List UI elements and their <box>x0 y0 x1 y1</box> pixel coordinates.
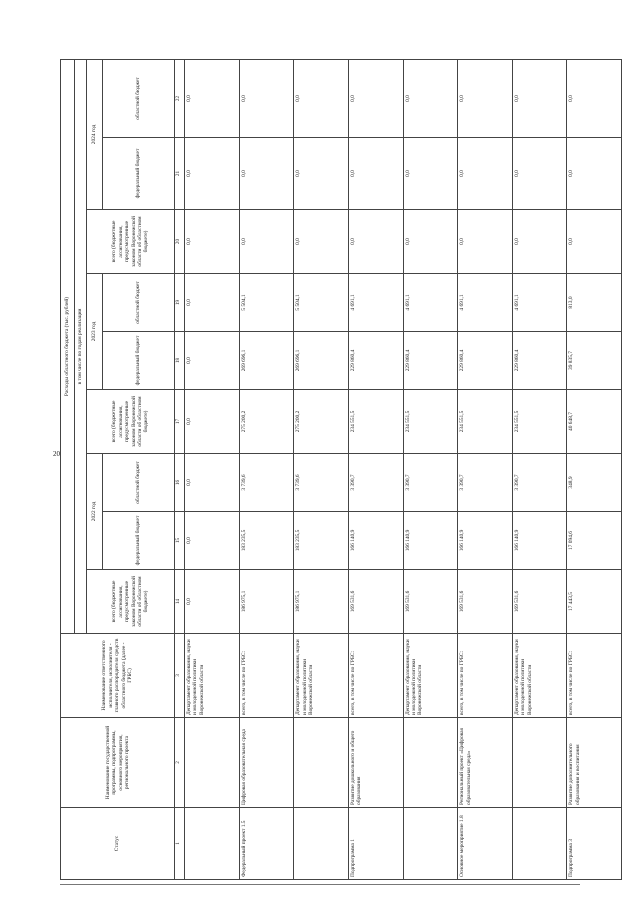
header-expenses-title: Расходы областного бюджета (тыс. рублей) <box>61 59 75 633</box>
cell-executor: Департамент образования, науки и молодежной политики Воронежской области <box>403 634 458 718</box>
cell-value: 229 860,4 <box>403 332 458 390</box>
col-number: 22 <box>175 59 185 137</box>
cell-value: 269 696,1 <box>294 332 349 390</box>
cell-value: 0,0 <box>185 59 240 137</box>
cell-value: 0,0 <box>348 138 403 210</box>
cell-value: 0,0 <box>185 332 240 390</box>
header-2022-regional: областной бюджет <box>103 454 175 512</box>
cell-value: 229 860,4 <box>348 332 403 390</box>
cell-value: 0,0 <box>185 570 240 634</box>
table-row <box>348 59 403 879</box>
cell-status: Подпрограмма 1 <box>348 808 403 880</box>
header-2023-federal: федеральный бюджет <box>103 332 175 390</box>
cell-value: 39 835,7 <box>567 332 622 390</box>
cell-value: 269 696,1 <box>239 332 294 390</box>
cell-status: Федеральный проект 1.5 <box>239 808 294 880</box>
cell-name <box>512 718 567 808</box>
cell-value: 5 504,1 <box>294 274 349 332</box>
col-number: 1 <box>175 808 185 880</box>
cell-value: 275 200,2 <box>294 390 349 454</box>
cell-value: 169 531,6 <box>512 570 567 634</box>
table-row <box>185 59 240 879</box>
cell-value: 4 691,1 <box>348 274 403 332</box>
cell-value: 0,0 <box>239 138 294 210</box>
col-number: 19 <box>175 274 185 332</box>
table-row <box>512 59 567 879</box>
cell-name: Развитие дополнительного образования и воспитания <box>567 718 622 808</box>
cell-value: 0,0 <box>567 138 622 210</box>
cell-value: 0,0 <box>567 210 622 274</box>
cell-value: 186 975,1 <box>294 570 349 634</box>
cell-value: 169 531,6 <box>458 570 513 634</box>
cell-value: 5 504,1 <box>239 274 294 332</box>
header-of-which: в том числе по годам реализации <box>75 59 87 633</box>
page-number: 20 <box>53 450 60 458</box>
cell-name <box>294 718 349 808</box>
cell-value: 4 691,1 <box>403 274 458 332</box>
cell-name <box>185 718 240 808</box>
cell-executor: всего, в том числе по ГРБС: <box>567 634 622 718</box>
cell-value: 0,0 <box>458 59 513 137</box>
cell-executor: Департамент образования, науки и молодежной политики Воронежской области <box>185 634 240 718</box>
cell-value: 3 390,7 <box>403 454 458 512</box>
header-2022-federal: федеральный бюджет <box>103 512 175 570</box>
cell-value: 234 551,5 <box>348 390 403 454</box>
cell-name <box>403 718 458 808</box>
cell-value: 3 390,7 <box>348 454 403 512</box>
cell-name: Развитие дошкольного и общего образования <box>348 718 403 808</box>
col-number: 21 <box>175 138 185 210</box>
cell-value: 4 691,1 <box>458 274 513 332</box>
cell-value: 183 235,5 <box>294 512 349 570</box>
cell-value: 166 140,9 <box>403 512 458 570</box>
column-number-row <box>175 59 185 879</box>
cell-value: 813,0 <box>567 274 622 332</box>
header-executor: Наименование ответственного исполнителя, исполнителя - главного распорядителя средств областного бюджета (далее - ГРБС) <box>61 634 175 718</box>
header-year-2023: 2023 год <box>87 274 103 390</box>
cell-value: 0,0 <box>239 59 294 137</box>
header-2024-regional: областной бюджет <box>103 59 175 137</box>
header-2022-total: всего (бюджетные ассигнования, предусмотренные законом Воронежской области об областном бюджете) <box>87 570 175 634</box>
cell-value: 0,0 <box>512 59 567 137</box>
cell-status <box>403 808 458 880</box>
cell-executor: всего, в том числе по ГРБС: <box>239 634 294 718</box>
cell-value: 0,0 <box>239 210 294 274</box>
cell-value: 169 531,6 <box>348 570 403 634</box>
cell-value: 0,0 <box>512 138 567 210</box>
cell-value: 183 235,5 <box>239 512 294 570</box>
cell-value: 0,0 <box>403 59 458 137</box>
cell-value: 0,0 <box>294 59 349 137</box>
cell-value: 0,0 <box>348 59 403 137</box>
cell-value: 275 200,2 <box>239 390 294 454</box>
cell-value: 234 551,5 <box>403 390 458 454</box>
cell-executor: всего, в том числе по ГРБС: <box>458 634 513 718</box>
budget-table <box>60 59 622 880</box>
cell-value: 0,0 <box>403 210 458 274</box>
page-edge-line <box>60 884 580 885</box>
cell-value: 0,0 <box>567 59 622 137</box>
cell-status: Основное мероприятие 1.8 <box>458 808 513 880</box>
cell-value: 0,0 <box>348 210 403 274</box>
cell-value: 3 390,7 <box>512 454 567 512</box>
col-number: 18 <box>175 332 185 390</box>
cell-executor: всего, в том числе по ГРБС: <box>348 634 403 718</box>
table-row <box>458 59 513 879</box>
col-number: 20 <box>175 210 185 274</box>
cell-value: 166 140,9 <box>512 512 567 570</box>
header-2023-regional: областной бюджет <box>103 274 175 332</box>
cell-value: 3 739,6 <box>239 454 294 512</box>
cell-value: 0,0 <box>185 210 240 274</box>
cell-status <box>185 808 240 880</box>
rotated-budget-table <box>60 60 622 880</box>
cell-value: 17 443,5 <box>567 570 622 634</box>
cell-status <box>294 808 349 880</box>
header-2024-federal: федеральный бюджет <box>103 138 175 210</box>
col-number: 16 <box>175 454 185 512</box>
cell-value: 229 860,4 <box>512 332 567 390</box>
cell-value: 234 551,5 <box>512 390 567 454</box>
cell-value: 166 140,9 <box>348 512 403 570</box>
cell-value: 3 739,6 <box>294 454 349 512</box>
cell-status: Подпрограмма 3 <box>567 808 622 880</box>
cell-value: 0,0 <box>185 454 240 512</box>
cell-value: 234 551,5 <box>458 390 513 454</box>
col-number: 15 <box>175 512 185 570</box>
header-status: Статус <box>61 808 175 880</box>
table-row <box>239 59 294 879</box>
cell-name: Региональный проект «Цифровая образовательная среда» <box>458 718 513 808</box>
col-number: 17 <box>175 390 185 454</box>
cell-value: 0,0 <box>294 210 349 274</box>
cell-status <box>512 808 567 880</box>
cell-value: 0,0 <box>294 138 349 210</box>
col-number: 14 <box>175 570 185 634</box>
header-program-name: Наименование государственной программы, подпрограммы, основного мероприятия, регионального проекта <box>61 718 175 808</box>
header-2024-total: всего (бюджетные ассигнования, предусмотренные законом Воронежской области об областном бюджете) <box>87 210 175 274</box>
cell-executor: Департамент образования, науки и молодежной политики Воронежской области <box>512 634 567 718</box>
cell-value: 0,0 <box>185 512 240 570</box>
cell-value: 3 390,7 <box>458 454 513 512</box>
cell-value: 229 860,4 <box>458 332 513 390</box>
col-number: 3 <box>175 634 185 718</box>
cell-value: 166 140,9 <box>458 512 513 570</box>
header-year-2022: 2022 год <box>87 454 103 570</box>
cell-value: 0,0 <box>185 274 240 332</box>
table-row <box>403 59 458 879</box>
cell-value: 0,0 <box>512 210 567 274</box>
col-number: 2 <box>175 718 185 808</box>
cell-value: 40 648,7 <box>567 390 622 454</box>
cell-value: 0,0 <box>185 390 240 454</box>
cell-value: 4 691,1 <box>512 274 567 332</box>
header-2023-total: всего (бюджетные ассигнования, предусмотренные законом Воронежской области об областном бюджете) <box>87 390 175 454</box>
cell-value: 0,0 <box>403 138 458 210</box>
table-row <box>567 59 622 879</box>
table-row <box>294 59 349 879</box>
cell-value: 0,0 <box>458 210 513 274</box>
cell-executor: Департамент образования, науки и молодежной политики Воронежской области <box>294 634 349 718</box>
cell-value: 348,9 <box>567 454 622 512</box>
cell-value: 17 094,6 <box>567 512 622 570</box>
cell-value: 186 975,1 <box>239 570 294 634</box>
cell-name: Цифровая образовательная среда <box>239 718 294 808</box>
cell-value: 0,0 <box>458 138 513 210</box>
cell-value: 0,0 <box>185 138 240 210</box>
cell-value: 169 531,6 <box>403 570 458 634</box>
header-year-2024: 2024 год <box>87 59 103 209</box>
